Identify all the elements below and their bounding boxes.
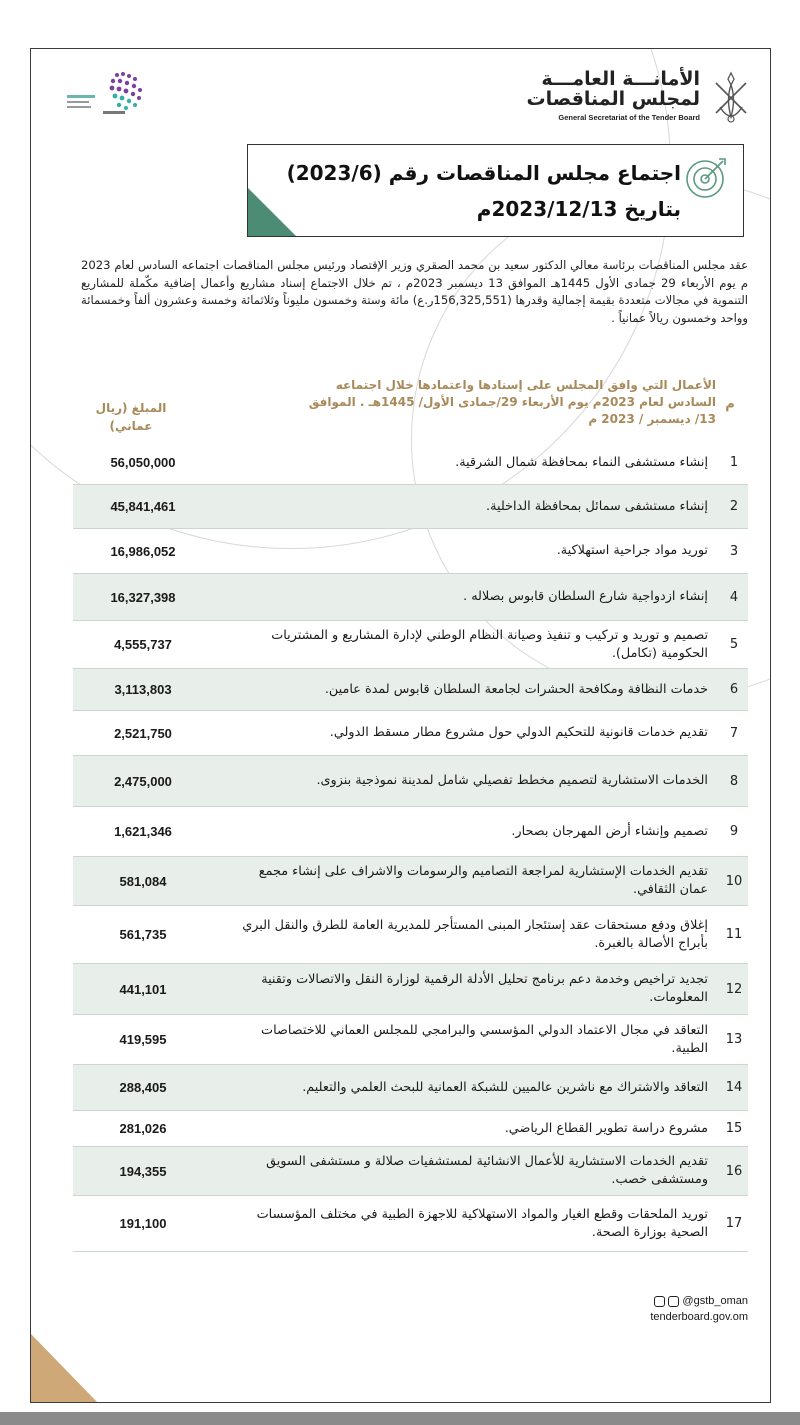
title-line-1: اجتماع مجلس المناقصات رقم (2023/6) (286, 161, 681, 185)
row-number: 13 (725, 1032, 743, 1047)
table-row (73, 1111, 748, 1147)
row-description: تقديم الخدمات الإستشارية لمراجعة التصاميم والرسومات والاشراف على إنشاء مجمع عمان الثقافي. (258, 864, 708, 897)
table-row (73, 906, 748, 964)
table-row (73, 574, 748, 621)
row-description: مشروع دراسة تطوير القطاع الرياضي. (504, 1120, 708, 1136)
table-row (73, 669, 748, 711)
row-description: تقديم الخدمات الاستشارية للأعمال الانشائية لمستشفيات صلالة و مستشفى السويق ومستشفى خصب. (266, 1154, 708, 1187)
row-number: 5 (729, 637, 739, 652)
row-number: 1 (729, 455, 739, 470)
row-description: توريد مواد جراحية استهلاكية. (556, 543, 708, 558)
website-link[interactable]: tenderboard.gov.om (650, 1311, 748, 1323)
row-amount: 4,555,737 (114, 637, 172, 652)
table-row (73, 621, 748, 669)
document-page (30, 48, 771, 1403)
title-line-2: بتاريخ 2023/12/13م (476, 197, 681, 221)
row-description: إنشاء ازدواجية شارع السلطان قابوس بصلاله . (463, 589, 708, 604)
intro-paragraph: عقد مجلس المناقصات برئاسة معالي الدكتور سعيد بن محمد الصقري وزير الإقتصاد ورئيس مجلس المناقصات اجتماعه السادس لعام 2023 م يوم الأربعاء 29 جمادى الأول 1445هـ الموافق 13 ديسمبر 2023م ، تم خلال الاجتماع إسناد مشاريع وأعمال إضافية مكّملة للمشاريع التنموية في مجالات متعددة بقيمة إجمالية وقدرها (156,325,551ر.ع) مائة وستة وخمسون مليوناً وثلاثمائة وخمسة وعشرون ألفاً وخمسمائة وواحد وخمسون ريالاً عمانياً . (81, 258, 749, 325)
row-amount: 3,113,803 (114, 682, 172, 697)
row-amount: 194,355 (119, 1163, 167, 1179)
row-number: 12 (725, 981, 743, 997)
row-amount: 16,327,398 (110, 589, 176, 605)
row-number: 8 (729, 773, 739, 789)
column-header-description: الأعمال التي وافق المجلس على إسنادها واعتمادها خلال اجتماعه السادس لعام 2023م يوم الأربعاء 29/جمادى الأول/ 1445هـ . الموافق 13/ ديسمبر / 2023 م (308, 378, 716, 426)
row-amount: 419,595 (119, 1032, 167, 1047)
table-row (73, 857, 748, 906)
table-row (73, 807, 748, 857)
row-amount: 191,100 (119, 1216, 167, 1231)
table-row (73, 529, 748, 574)
row-description: تصميم وإنشاء أرض المهرجان بصحار. (511, 823, 708, 839)
row-number: 4 (729, 589, 739, 605)
org-name-ar (500, 69, 700, 109)
row-amount: 281,026 (119, 1121, 167, 1136)
row-number: 17 (725, 1216, 743, 1231)
table-row (73, 441, 748, 485)
row-number: 15 (725, 1121, 743, 1136)
table-row (73, 1196, 748, 1252)
table-row (73, 485, 748, 529)
row-amount: 288,405 (119, 1080, 167, 1095)
table-row (73, 711, 748, 756)
row-description: إغلاق ودفع مستحقات عقد إستئجار المبنى المستأجر للمديرية العامة للطرق والنقل البري بأبراج الأصالة بالغبرة. (242, 917, 708, 951)
org-name-ar-line1: الأمانـــة العامـــة (541, 68, 700, 90)
row-amount: 45,841,461 (110, 499, 176, 514)
table-row (73, 756, 748, 807)
oman-emblem-icon (706, 69, 756, 127)
twitter-icon[interactable] (668, 1296, 679, 1307)
bottom-edge-bar (0, 1412, 800, 1425)
row-description: خدمات النظافة ومكافحة الحشرات لجامعة السلطان قابوس لمدة عامين. (324, 681, 708, 697)
column-header-amount: المبلغ (ريال عماني) (95, 401, 167, 433)
row-description: الخدمات الاستشارية لتصميم مخطط تفصيلي شامل لمدينة نموذجية بنزوى. (316, 773, 708, 788)
row-description: توريد الملحقات وقطع الغيار والمواد الاستهلاكية للاجهزة الطبية في مختلف المؤسسات الصحية بوزارة الصحة. (256, 1206, 708, 1240)
oman-vision-logo-icon (57, 65, 167, 125)
row-description: تقديم خدمات قانونية للتحكيم الدولي حول مشروع مطار مسقط الدولي. (329, 725, 708, 740)
column-header-number: م (725, 397, 735, 412)
row-amount: 2,521,750 (114, 725, 172, 741)
row-number: 16 (725, 1163, 743, 1179)
table-row (73, 1065, 748, 1111)
instagram-icon[interactable] (654, 1296, 665, 1307)
row-description: إنشاء مستشفى سمائل بمحافظة الداخلية. (486, 498, 708, 514)
row-description: التعاقد والاشتراك مع ناشرين عالميين للشبكة العمانية للبحث العلمي والتعليم. (302, 1079, 708, 1095)
row-amount: 441,101 (119, 981, 167, 997)
meeting-title-box (247, 144, 744, 237)
row-number: 10 (725, 873, 743, 889)
row-number: 6 (729, 682, 739, 697)
table-row (73, 964, 748, 1015)
row-amount: 16,986,052 (110, 543, 176, 559)
row-description: إنشاء مستشفى النماء بمحافظة شمال الشرقية. (455, 454, 708, 470)
org-name-ar-line2: لمجلس المناقصات (526, 88, 700, 110)
target-icon (683, 153, 731, 201)
row-number: 14 (725, 1080, 743, 1095)
row-description: التعاقد في مجال الاعتماد الدولي المؤسسي والبرامجي للمجلس العماني للاختصاصات الطبية. (261, 1022, 708, 1056)
row-amount: 581,084 (119, 873, 167, 889)
row-amount: 1,621,346 (114, 824, 172, 839)
row-number: 11 (725, 927, 743, 942)
table-row (73, 1147, 748, 1196)
row-amount: 561,735 (119, 927, 167, 942)
bottom-corner-decoration (31, 1334, 97, 1402)
row-number: 2 (729, 499, 739, 514)
row-number: 7 (729, 725, 739, 741)
row-description: تجديد تراخيص وخدمة دعم برنامج تحليل الأدلة الرقمية لوزارة النقل والاتصالات وتقنية المعلومات. (261, 972, 708, 1005)
row-amount: 2,475,000 (114, 773, 172, 789)
row-number: 9 (729, 824, 739, 839)
row-description: تصميم و توريد و تركيب و تنفيذ وصيانة النظام الوطني لإدارة المشاريع و المشتريات الحكومية (تكامل). (271, 627, 708, 661)
org-name-en: General Secretariat of the Tender Board (558, 113, 700, 122)
social-handle[interactable]: @gstb_oman (682, 1295, 748, 1307)
social-links (654, 1295, 748, 1307)
table-row (73, 1015, 748, 1065)
row-number: 3 (729, 543, 739, 559)
row-amount: 56,050,000 (110, 455, 176, 470)
